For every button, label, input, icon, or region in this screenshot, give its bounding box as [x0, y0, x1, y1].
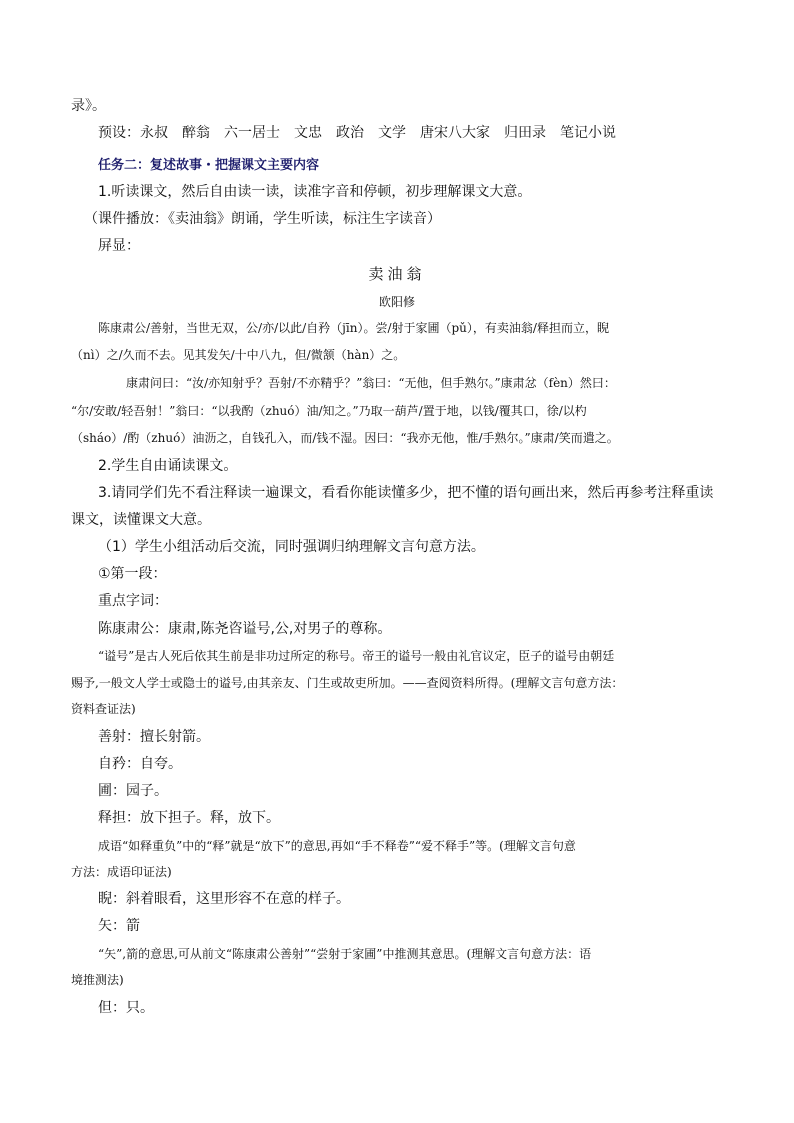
text-line: 课文，读懂课文大意。: [71, 512, 211, 528]
text-line: （1）学生小组活动后交流，同时强调归纳理解文言句意方法。: [98, 539, 485, 555]
text-line: 3.请同学们先不看注释读一遍课文，看看你能读懂多少，把不懂的语句画出来，然后再参考注释重读: [98, 485, 714, 501]
note-line: “矢”,箭的意思,可从前文“陈康肃公善射”“尝射于家圃”中推测其意思。(理解文言句意方法：语: [98, 947, 592, 961]
poem-title: 卖油翁: [368, 265, 426, 283]
text-line: ①第一段：: [98, 566, 167, 582]
text-line: 预设：永叔 醉翁 六一居士 文忠 政治 文学 唐宋八大家 归田录 笔记小说: [98, 125, 616, 141]
text-line: 睨：斜着眼看，这里形容不在意的样子。: [98, 891, 350, 907]
note-line: 成语“如释重负”中的“释”就是“放下”的意思,再如“手不释卷”“爱不释手”等。(理解文言句意: [98, 839, 576, 853]
text-line: 重点字词：: [98, 593, 168, 609]
text-line: 屏显：: [98, 238, 140, 254]
poem-author: 欧阳修: [378, 295, 415, 309]
note-line: 方法：成语印证法): [71, 865, 172, 879]
text-line: 矢：箭: [98, 918, 140, 934]
text-line: 圃：园子。: [98, 783, 168, 799]
poem-line: （sháo）/酌（zhuó）油沥之，自钱孔入，而/钱不湿。因曰：“我亦无他，惟/手熟尔。”康肃/笑而遣之。: [71, 431, 619, 445]
note-line: “谥号”是古人死后依其生前是非功过所定的称号。帝王的谥号一般由礼官议定，臣子的谥号由朝廷: [98, 649, 615, 663]
note-line: 资料查证法): [71, 702, 136, 716]
note-line: 境推测法): [71, 973, 124, 987]
text-line: 1.听读课文，然后自由读一读，读准字音和停顿，初步理解课文大意。: [98, 184, 532, 200]
poem-line: （nì）之/久而不去。见其发矢/十中八九，但/微颔（hàn）之。: [71, 348, 406, 362]
text-line: 陈康肃公：康肃,陈尧咨谥号,公,对男子的尊称。: [98, 621, 392, 637]
text-line: 2.学生自由诵读课文。: [98, 458, 238, 474]
poem-line: 陈康肃公/善射，当世无双，公/亦/以此/自矜（jīn）。尝/射于家圃（pǔ），有卖油翁/释担而立，睨: [98, 321, 609, 335]
task-heading: 任务二：复述故事・把握课文主要内容: [98, 158, 320, 173]
text-line: （课件播放：《卖油翁》朗诵，学生听读，标注生字读音）: [84, 211, 441, 227]
poem-line: “尔/安敢/轻吾射！”翁曰：“以我酌（zhuó）油/知之。”乃取一葫芦/置于地，以钱/覆其口，徐/以杓: [71, 404, 587, 418]
poem-line: 康肃问曰：“汝/亦知射乎？吾射/不亦精乎？”翁曰：“无他，但手熟尔。”康肃忿（fèn）然曰：: [126, 376, 616, 390]
note-line: 赐予,一般文人学士或隐士的谥号,由其亲友、门生或故吏所加。——查阅资料所得。(理解文言句意方法：: [71, 676, 624, 690]
text-line: 但：只。: [98, 1000, 154, 1016]
text-line: 善射：擅长射箭。: [98, 729, 210, 745]
text-line: 自矜：自夸。: [98, 756, 182, 772]
text-line: 释担：放下担子。释，放下。: [98, 810, 280, 826]
text-line: 录》。: [71, 98, 106, 114]
